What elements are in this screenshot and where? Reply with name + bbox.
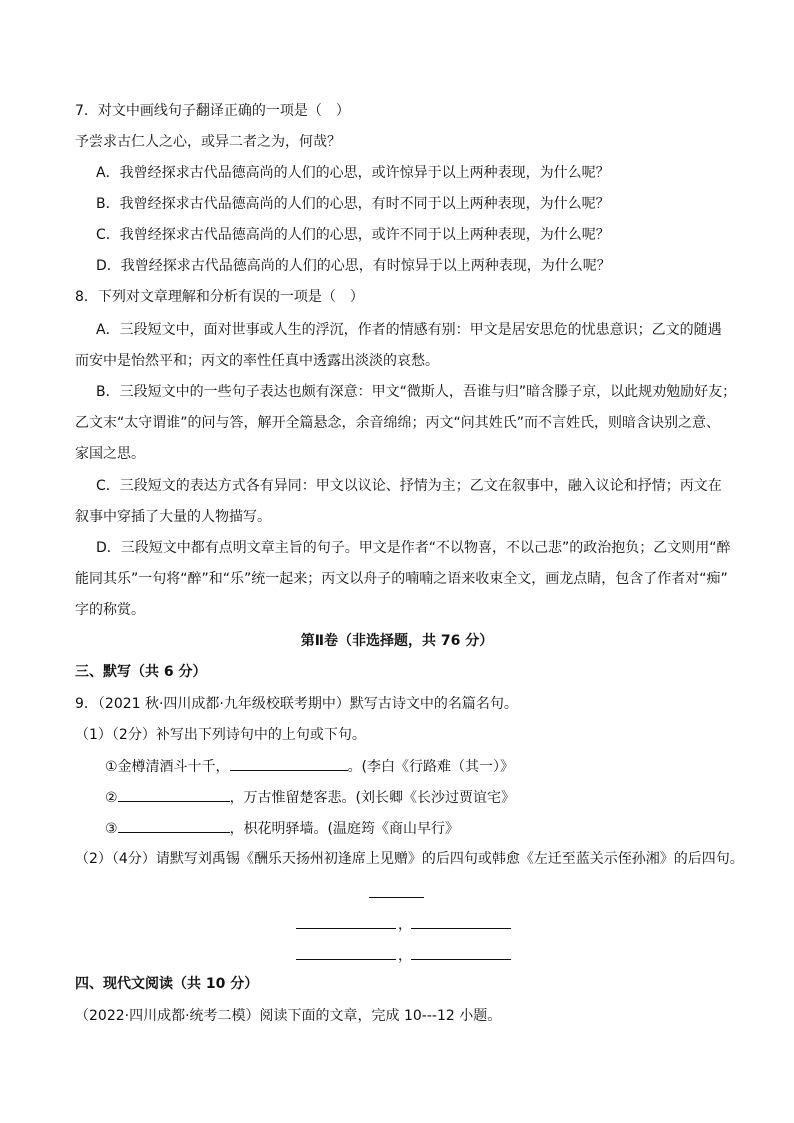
poem-line-3-pre: ③ — [105, 821, 118, 837]
answer-blank[interactable] — [296, 928, 396, 929]
q8-option-c-line2: 叙事中穿插了大量的人物描写。 — [75, 509, 271, 525]
q9-stem: 9．（2021 秋·四川成都·九年级校联考期中）默写古诗文中的名篇名句。 — [75, 696, 518, 712]
q9-sub1: （1）（2分）补写出下列诗句中的上句或下句。 — [75, 727, 366, 743]
part2-title: 第Ⅱ卷（非选择题，共 76 分） — [300, 633, 494, 649]
q8-option-d-line1: D．三段短文中都有点明文章主旨的句子。甲文是作者“不以物喜，不以己悲”的政治抱负；乙文则用“醉 — [96, 540, 731, 556]
q7-option-a: A．我曾经探求古代品德高尚的人们的心思，或许惊异于以上两种表现，为什么呢？ — [96, 165, 610, 181]
answer-blank[interactable] — [411, 959, 511, 960]
q8-option-a-line1: A．三段短文中，面对世事或人生的浮沉，作者的情感有别：甲文是居安思危的忧患意识；乙文的随遇 — [96, 322, 722, 338]
comma: ， — [398, 917, 412, 933]
q7-stem: 7．对文中画线句子翻译正确的一项是（ ） — [75, 103, 350, 119]
q7-option-d: D．我曾经探求古代品德高尚的人们的心思，有时惊异于以上两种表现，为什么呢？ — [96, 258, 611, 274]
q8-option-b-line1: B．三段短文中的一些句子表达也颇有深意：甲文“微斯人，吾谁与归”暗含滕子京，以此规劝勉励好友； — [96, 384, 737, 400]
poem-line-2-post: ，万古惟留楚客悲。(刘长卿《长沙过贾谊宅》 — [229, 790, 516, 806]
answer-blank[interactable] — [411, 928, 511, 929]
answer-blank[interactable] — [118, 818, 230, 833]
poem-line-1-pre: ①金樽清酒斗十千， — [105, 759, 230, 775]
comma: ， — [398, 948, 412, 964]
section3-title: 三、默写（共 6 分） — [75, 664, 207, 680]
poem-line-1 — [105, 756, 514, 777]
q8-option-d-line2: 能同其乐”一句将“醉”和“乐”统一起来；丙文以舟子的喃喃之语来收束全文，画龙点睛，包含了作者对“痴” — [75, 571, 728, 587]
poem-line-1-post: 。(李白《行路难（其一）》 — [347, 759, 515, 775]
q8-option-b-line3: 家国之思。 — [75, 446, 145, 462]
answer-blank[interactable] — [118, 787, 230, 802]
q9-sub2: （2）（4分）请默写刘禹锡《酬乐天扬州初逢席上见赠》的后四句或韩愈《左迁至蓝关示侄孙湘》的后四句。 — [75, 851, 744, 867]
poem-line-2-pre: ② — [105, 790, 118, 806]
answer-blank[interactable] — [369, 897, 424, 898]
answer-blank[interactable] — [296, 959, 396, 960]
answer-blank[interactable] — [230, 756, 348, 771]
poem-line-3-post: ，枳花明驿墙。(温庭筠《商山早行》 — [229, 821, 460, 837]
section4-title: 四、现代文阅读（共 10 分） — [75, 976, 259, 992]
q8-option-a-line2: 而安中是怡然平和；丙文的率性任真中透露出淡淡的哀愁。 — [75, 353, 439, 369]
q8-option-d-line3: 字的称赏。 — [75, 602, 145, 618]
poem-line-2 — [105, 787, 515, 808]
q7-sentence: 予尝求古仁人之心，或异二者之为，何哉？ — [75, 134, 341, 150]
section4-intro: （2022·四川成都·统考二模）阅读下面的文章，完成 10---12 小题。 — [75, 1008, 502, 1024]
q8-option-c-line1: C．三段短文的表达方式各有异同：甲文以议论、抒情为主；乙文在叙事中，融入议论和抒情；丙文在 — [96, 478, 722, 494]
poem-line-3 — [105, 818, 459, 839]
q8-stem: 8．下列对文章理解和分析有误的一项是（ ） — [75, 289, 364, 305]
q7-option-b: B．我曾经探求古代品德高尚的人们的心思，有时不同于以上两种表现，为什么呢？ — [96, 196, 610, 212]
q8-option-b-line2: 乙文末“太守谓谁”的问与答，解开全篇悬念，余音绵绵；丙文“问其姓氏”而不言姓氏，则暗含诀别之意、 — [75, 415, 721, 431]
q7-option-c: C．我曾经探求古代品德高尚的人们的心思，或许不同于以上两种表现，为什么呢？ — [96, 227, 610, 243]
